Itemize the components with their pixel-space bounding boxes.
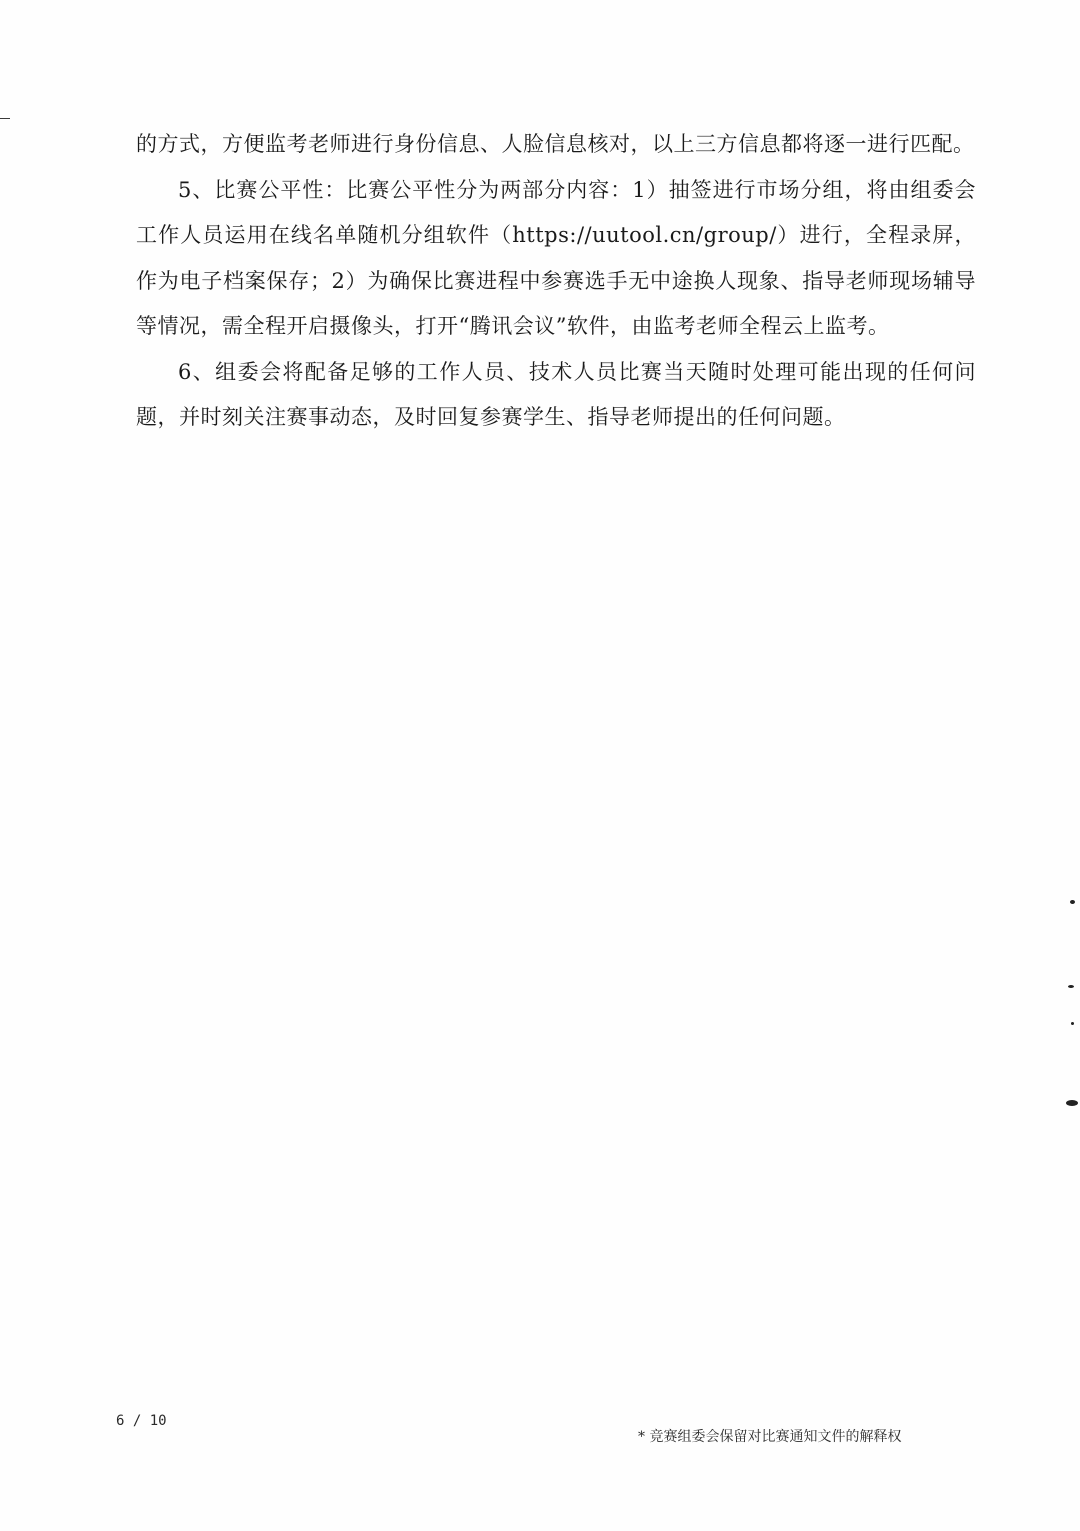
page-number: 6 / 10 [116,1413,167,1429]
scan-speck [1071,1022,1074,1025]
paragraph-continuation: 的方式，方便监考老师进行身份信息、人脸信息核对，以上三方信息都将逐一进行匹配。 [136,132,975,156]
scan-speck [1068,985,1074,988]
scan-edge-mark [0,118,10,119]
document-body [136,122,976,441]
paragraph-staffing: 6、组委会将配备足够的工作人员、技术人员比赛当天随时处理可能出现的任何问题，并时刻关注赛事动态，及时回复参赛学生、指导老师提出的任何问题。 [136,359,976,429]
paragraph-fairness: 5、比赛公平性：比赛公平性分为两部分内容：1）抽签进行市场分组，将由组委会工作人员运用在线名单随机分组软件（https://uutool.cn/group/）进行，全程录屏，作为电子档案保存；2）为确保比赛进程中参赛选手无中途换人现象、指导老师现场辅导等情况，需全程开启摄像头，打开“腾讯会议”软件，由监考老师全程云上监考。 [136,177,976,338]
scan-speck [1066,1100,1078,1106]
footer-note: * 竞赛组委会保留对比赛通知文件的解释权 [638,1429,902,1445]
scan-speck [1070,900,1075,904]
